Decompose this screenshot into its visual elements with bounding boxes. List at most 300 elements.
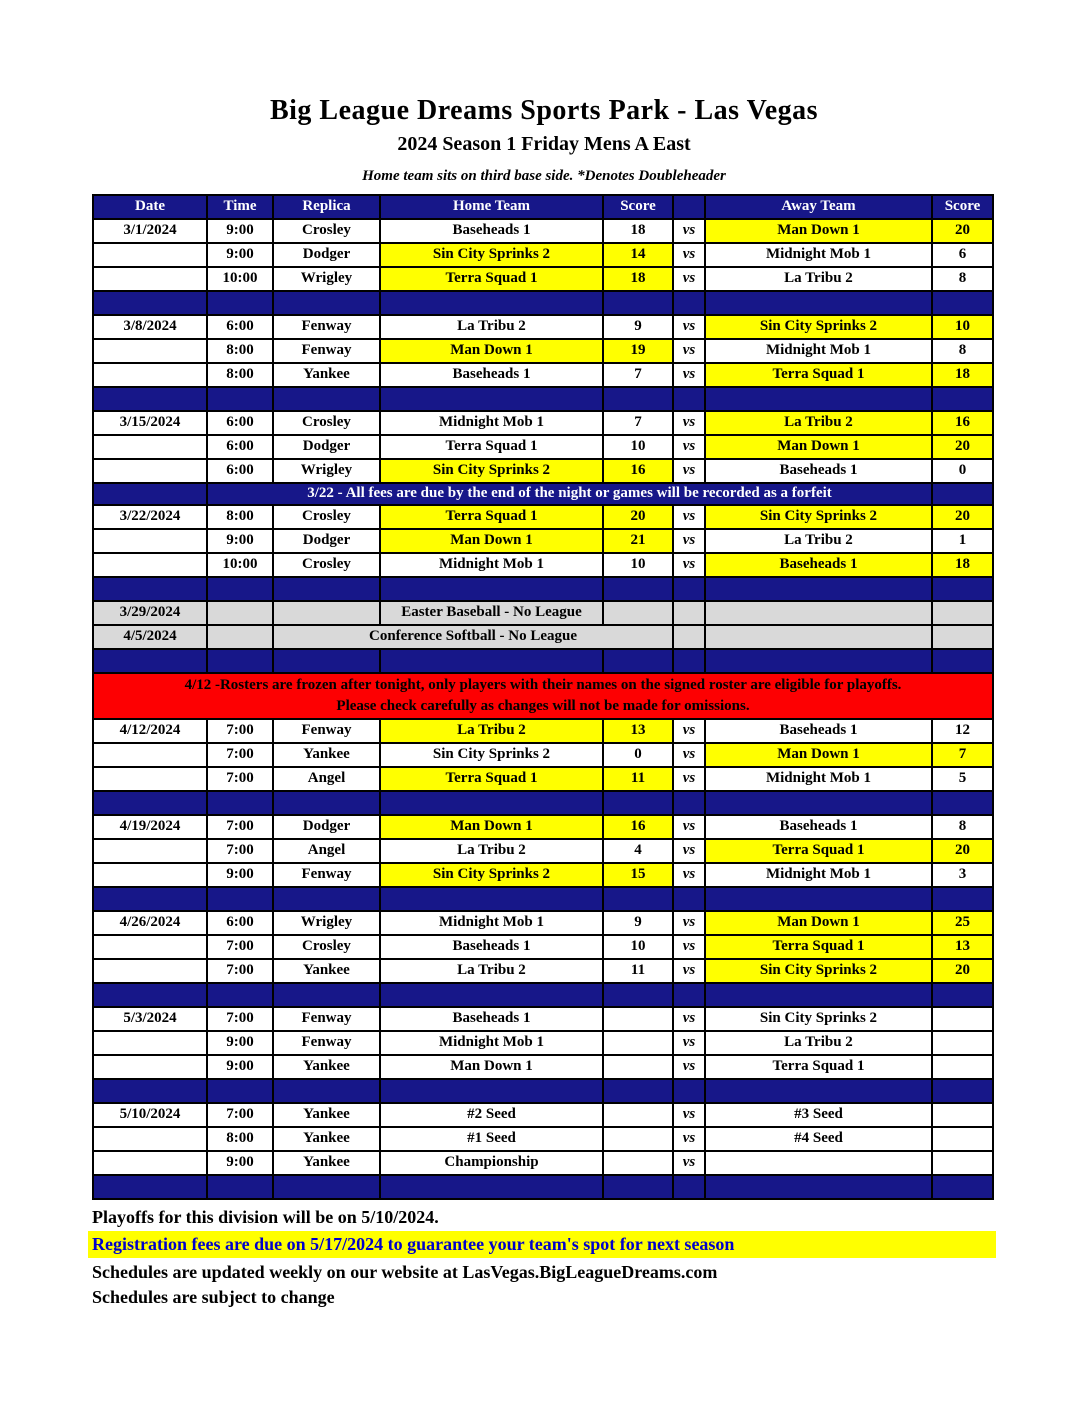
separator-cell <box>603 387 673 411</box>
replica-cell: Angel <box>273 839 380 863</box>
separator-row <box>93 649 993 673</box>
away-team-cell <box>705 1151 932 1175</box>
time-cell: 6:00 <box>207 411 273 435</box>
score-cell <box>932 483 993 505</box>
home-team-cell: Man Down 1 <box>380 529 603 553</box>
time-cell: 7:00 <box>207 839 273 863</box>
game-row <box>93 267 993 291</box>
home-score-cell: 18 <box>603 219 673 243</box>
page-footer <box>92 1205 1088 1310</box>
home-team-cell: Baseheads 1 <box>380 219 603 243</box>
separator-cell <box>705 1079 932 1103</box>
separator-cell <box>207 887 273 911</box>
separator-cell <box>673 649 705 673</box>
separator-cell <box>932 649 993 673</box>
home-score-cell: 18 <box>603 267 673 291</box>
away-team-cell: Sin City Sprinks 2 <box>705 505 932 529</box>
separator-cell <box>207 1175 273 1199</box>
home-score-cell: 4 <box>603 839 673 863</box>
score-cell <box>603 601 673 625</box>
home-score-cell: 10 <box>603 935 673 959</box>
column-header: Score <box>603 195 673 219</box>
replica-cell: Fenway <box>273 863 380 887</box>
game-row <box>93 743 993 767</box>
time-cell: 7:00 <box>207 743 273 767</box>
separator-cell <box>273 291 380 315</box>
replica-cell: Wrigley <box>273 267 380 291</box>
replica-cell: Dodger <box>273 243 380 267</box>
separator-cell <box>273 387 380 411</box>
date-cell <box>93 959 207 983</box>
separator-cell <box>932 1175 993 1199</box>
separator-cell <box>207 649 273 673</box>
separator-cell <box>380 387 603 411</box>
vs-cell: vs <box>673 959 705 983</box>
replica-cell: Fenway <box>273 315 380 339</box>
registration-note: Registration fees are due on 5/17/2024 to guarantee your team's spot for next season <box>88 1231 996 1258</box>
replica-cell: Fenway <box>273 339 380 363</box>
separator-cell <box>603 1175 673 1199</box>
home-score-cell: 16 <box>603 459 673 483</box>
vs-cell: vs <box>673 1127 705 1151</box>
replica-cell: Angel <box>273 767 380 791</box>
time-cell <box>207 625 273 649</box>
separator-row <box>93 1079 993 1103</box>
vs-cell: vs <box>673 1055 705 1079</box>
game-row <box>93 1007 993 1031</box>
separator-cell <box>932 1079 993 1103</box>
game-row <box>93 839 993 863</box>
vs-cell <box>673 601 705 625</box>
time-cell: 9:00 <box>207 1055 273 1079</box>
game-row <box>93 767 993 791</box>
separator-cell <box>673 983 705 1007</box>
vs-cell: vs <box>673 243 705 267</box>
replica-cell: Yankee <box>273 1151 380 1175</box>
date-cell <box>93 553 207 577</box>
away-score-cell <box>932 1127 993 1151</box>
time-cell: 7:00 <box>207 719 273 743</box>
replica-cell <box>273 601 380 625</box>
separator-cell <box>705 649 932 673</box>
away-team-cell: La Tribu 2 <box>705 411 932 435</box>
subject-to-change-note: Schedules are subject to change <box>92 1286 335 1307</box>
home-score-cell: 20 <box>603 505 673 529</box>
separator-cell <box>380 1175 603 1199</box>
separator-cell <box>932 291 993 315</box>
date-cell <box>93 863 207 887</box>
away-team-cell: Terra Squad 1 <box>705 1055 932 1079</box>
date-cell <box>93 935 207 959</box>
date-cell: 3/1/2024 <box>93 219 207 243</box>
separator-cell <box>380 983 603 1007</box>
game-row <box>93 719 993 743</box>
separator-cell <box>93 291 207 315</box>
replica-cell: Yankee <box>273 1055 380 1079</box>
away-team-cell: Man Down 1 <box>705 743 932 767</box>
away-team-cell: Man Down 1 <box>705 911 932 935</box>
game-row <box>93 1055 993 1079</box>
home-team-cell: Baseheads 1 <box>380 1007 603 1031</box>
away-score-cell: 1 <box>932 529 993 553</box>
score-cell <box>932 601 993 625</box>
separator-cell <box>603 887 673 911</box>
league-note-row <box>93 483 993 505</box>
vs-cell: vs <box>673 935 705 959</box>
separator-cell <box>207 983 273 1007</box>
replica-cell: Yankee <box>273 1127 380 1151</box>
column-header: Replica <box>273 195 380 219</box>
away-score-cell: 10 <box>932 315 993 339</box>
away-team-cell: La Tribu 2 <box>705 267 932 291</box>
date-cell: 4/19/2024 <box>93 815 207 839</box>
home-team-cell: Championship <box>380 1151 603 1175</box>
home-score-cell <box>603 1007 673 1031</box>
away-score-cell: 12 <box>932 719 993 743</box>
away-team-cell: La Tribu 2 <box>705 529 932 553</box>
away-team-cell: La Tribu 2 <box>705 1031 932 1055</box>
away-team-cell: Terra Squad 1 <box>705 363 932 387</box>
away-team-cell: Baseheads 1 <box>705 459 932 483</box>
away-score-cell: 5 <box>932 767 993 791</box>
game-row <box>93 815 993 839</box>
replica-cell: Fenway <box>273 1031 380 1055</box>
vs-cell: vs <box>673 411 705 435</box>
game-row <box>93 959 993 983</box>
replica-cell: Fenway <box>273 1007 380 1031</box>
away-score-cell: 8 <box>932 339 993 363</box>
away-score-cell: 18 <box>932 553 993 577</box>
vs-cell: vs <box>673 815 705 839</box>
separator-cell <box>380 649 603 673</box>
vs-cell: vs <box>673 1031 705 1055</box>
separator-cell <box>705 577 932 601</box>
date-cell: 3/22/2024 <box>93 505 207 529</box>
away-score-cell: 20 <box>932 505 993 529</box>
game-row <box>93 1127 993 1151</box>
away-score-cell: 3 <box>932 863 993 887</box>
date-cell: 4/26/2024 <box>93 911 207 935</box>
date-cell <box>93 767 207 791</box>
separator-cell <box>207 291 273 315</box>
away-score-cell: 20 <box>932 219 993 243</box>
vs-cell: vs <box>673 719 705 743</box>
date-cell <box>93 1127 207 1151</box>
separator-cell <box>603 291 673 315</box>
home-score-cell <box>603 1127 673 1151</box>
vs-cell: vs <box>673 1007 705 1031</box>
date-cell: 3/15/2024 <box>93 411 207 435</box>
date-cell <box>93 363 207 387</box>
home-team-cell: #1 Seed <box>380 1127 603 1151</box>
game-row <box>93 553 993 577</box>
replica-cell: Crosley <box>273 411 380 435</box>
time-cell: 7:00 <box>207 1007 273 1031</box>
separator-cell <box>705 887 932 911</box>
time-cell <box>207 601 273 625</box>
away-team-cell: Man Down 1 <box>705 435 932 459</box>
separator-cell <box>380 887 603 911</box>
game-row <box>93 219 993 243</box>
separator-cell <box>932 983 993 1007</box>
no-league-label-cell: Easter Baseball - No League <box>380 601 603 625</box>
away-team-cell: Baseheads 1 <box>705 815 932 839</box>
time-cell: 9:00 <box>207 863 273 887</box>
time-cell: 9:00 <box>207 529 273 553</box>
game-row <box>93 1103 993 1127</box>
alert-line: Please check carefully as changes will not be made for omissions. <box>336 697 750 714</box>
score-cell <box>932 625 993 649</box>
home-team-cell: #2 Seed <box>380 1103 603 1127</box>
separator-cell <box>380 291 603 315</box>
separator-cell <box>603 577 673 601</box>
away-score-cell <box>932 1007 993 1031</box>
replica-cell: Yankee <box>273 743 380 767</box>
column-header: Time <box>207 195 273 219</box>
home-score-cell <box>603 1151 673 1175</box>
separator-cell <box>932 577 993 601</box>
replica-cell: Crosley <box>273 219 380 243</box>
column-header: Score <box>932 195 993 219</box>
away-score-cell <box>932 1055 993 1079</box>
schedule-table <box>92 194 994 1200</box>
separator-cell <box>93 983 207 1007</box>
separator-cell <box>93 791 207 815</box>
separator-cell <box>273 1175 380 1199</box>
game-row <box>93 363 993 387</box>
game-row <box>93 505 993 529</box>
field-note: Home team sits on third base side. *Denotes Doubleheader <box>362 167 726 184</box>
separator-cell <box>705 291 932 315</box>
separator-cell <box>705 791 932 815</box>
playoffs-note: Playoffs for this division will be on 5/10/2024. <box>92 1206 439 1227</box>
replica-cell: Dodger <box>273 529 380 553</box>
game-row <box>93 529 993 553</box>
header-row <box>93 195 993 219</box>
time-cell: 6:00 <box>207 315 273 339</box>
away-team-cell: Sin City Sprinks 2 <box>705 1007 932 1031</box>
page-title: Big League Dreams Sports Park - Las Vegas <box>269 95 819 126</box>
replica-cell: Dodger <box>273 815 380 839</box>
away-score-cell: 16 <box>932 411 993 435</box>
separator-cell <box>273 887 380 911</box>
vs-cell: vs <box>673 743 705 767</box>
time-cell: 7:00 <box>207 959 273 983</box>
time-cell: 7:00 <box>207 1103 273 1127</box>
away-score-cell <box>932 1151 993 1175</box>
away-score-cell: 6 <box>932 243 993 267</box>
game-row <box>93 339 993 363</box>
website-note: Schedules are updated weekly on our website at LasVegas.BigLeagueDreams.com <box>92 1261 718 1282</box>
date-cell <box>93 459 207 483</box>
vs-cell: vs <box>673 363 705 387</box>
separator-row <box>93 291 993 315</box>
time-cell: 9:00 <box>207 1151 273 1175</box>
separator-cell <box>673 887 705 911</box>
away-score-cell: 20 <box>932 839 993 863</box>
date-cell <box>93 1151 207 1175</box>
home-score-cell: 0 <box>603 743 673 767</box>
separator-row <box>93 791 993 815</box>
away-team-cell: Midnight Mob 1 <box>705 339 932 363</box>
separator-cell <box>705 387 932 411</box>
separator-cell <box>380 791 603 815</box>
separator-cell <box>207 577 273 601</box>
away-team-cell <box>705 625 932 649</box>
home-score-cell: 16 <box>603 815 673 839</box>
home-team-cell: Sin City Sprinks 2 <box>380 863 603 887</box>
replica-cell: Yankee <box>273 363 380 387</box>
away-team-cell: Midnight Mob 1 <box>705 767 932 791</box>
column-header: Away Team <box>705 195 932 219</box>
away-team-cell: Sin City Sprinks 2 <box>705 959 932 983</box>
replica-cell: Crosley <box>273 935 380 959</box>
separator-cell <box>93 887 207 911</box>
replica-cell: Dodger <box>273 435 380 459</box>
home-score-cell: 15 <box>603 863 673 887</box>
away-team-cell: #4 Seed <box>705 1127 932 1151</box>
date-cell <box>93 267 207 291</box>
home-team-cell: Man Down 1 <box>380 1055 603 1079</box>
time-cell: 9:00 <box>207 1031 273 1055</box>
away-score-cell: 8 <box>932 267 993 291</box>
date-cell <box>93 839 207 863</box>
date-cell <box>93 529 207 553</box>
away-score-cell: 20 <box>932 435 993 459</box>
away-team-cell: Midnight Mob 1 <box>705 243 932 267</box>
home-team-cell: La Tribu 2 <box>380 839 603 863</box>
game-row <box>93 411 993 435</box>
game-row <box>93 1151 993 1175</box>
home-score-cell: 10 <box>603 435 673 459</box>
no-league-row <box>93 625 993 649</box>
home-score-cell <box>603 1055 673 1079</box>
away-team-cell: Baseheads 1 <box>705 553 932 577</box>
home-score-cell: 19 <box>603 339 673 363</box>
time-cell: 10:00 <box>207 553 273 577</box>
away-team-cell: Baseheads 1 <box>705 719 932 743</box>
vs-cell: vs <box>673 863 705 887</box>
date-cell <box>93 435 207 459</box>
date-cell: 4/5/2024 <box>93 625 207 649</box>
separator-cell <box>93 649 207 673</box>
replica-cell: Wrigley <box>273 459 380 483</box>
away-score-cell <box>932 1031 993 1055</box>
home-team-cell: Terra Squad 1 <box>380 435 603 459</box>
game-row <box>93 459 993 483</box>
game-row <box>93 1031 993 1055</box>
vs-cell: vs <box>673 1151 705 1175</box>
replica-cell: Yankee <box>273 959 380 983</box>
home-team-cell: Sin City Sprinks 2 <box>380 243 603 267</box>
time-cell: 8:00 <box>207 363 273 387</box>
vs-cell: vs <box>673 315 705 339</box>
date-cell: 4/12/2024 <box>93 719 207 743</box>
home-team-cell: Sin City Sprinks 2 <box>380 459 603 483</box>
home-score-cell <box>603 1103 673 1127</box>
time-cell: 6:00 <box>207 911 273 935</box>
date-cell <box>93 1031 207 1055</box>
separator-row <box>93 387 993 411</box>
time-cell: 6:00 <box>207 459 273 483</box>
home-team-cell: Baseheads 1 <box>380 363 603 387</box>
time-cell: 9:00 <box>207 219 273 243</box>
away-score-cell: 8 <box>932 815 993 839</box>
separator-cell <box>273 791 380 815</box>
home-score-cell: 11 <box>603 959 673 983</box>
separator-cell <box>273 577 380 601</box>
alert-cell <box>93 673 993 719</box>
separator-cell <box>603 1079 673 1103</box>
vs-cell: vs <box>673 529 705 553</box>
separator-cell <box>207 791 273 815</box>
away-team-cell: #3 Seed <box>705 1103 932 1127</box>
away-score-cell: 25 <box>932 911 993 935</box>
time-cell: 10:00 <box>207 267 273 291</box>
home-team-cell: Midnight Mob 1 <box>380 411 603 435</box>
separator-cell <box>673 577 705 601</box>
date-cell: 3/8/2024 <box>93 315 207 339</box>
away-score-cell: 0 <box>932 459 993 483</box>
home-team-cell: La Tribu 2 <box>380 959 603 983</box>
separator-row <box>93 577 993 601</box>
home-score-cell: 14 <box>603 243 673 267</box>
home-team-cell: Terra Squad 1 <box>380 767 603 791</box>
home-team-cell: Midnight Mob 1 <box>380 1031 603 1055</box>
home-team-cell: Baseheads 1 <box>380 935 603 959</box>
date-cell: 5/3/2024 <box>93 1007 207 1031</box>
replica-cell: Fenway <box>273 719 380 743</box>
home-score-cell: 21 <box>603 529 673 553</box>
separator-cell <box>273 983 380 1007</box>
away-team-cell: Terra Squad 1 <box>705 935 932 959</box>
time-cell: 7:00 <box>207 815 273 839</box>
home-team-cell: Man Down 1 <box>380 815 603 839</box>
separator-cell <box>93 1079 207 1103</box>
time-cell: 8:00 <box>207 505 273 529</box>
game-row <box>93 863 993 887</box>
home-score-cell <box>603 1031 673 1055</box>
separator-row <box>93 1175 993 1199</box>
vs-cell: vs <box>673 505 705 529</box>
away-score-cell: 13 <box>932 935 993 959</box>
column-header <box>673 195 705 219</box>
home-team-cell: Terra Squad 1 <box>380 505 603 529</box>
vs-cell: vs <box>673 459 705 483</box>
alert-line: 4/12 -Rosters are frozen after tonight, only players with their names on the signed roster are eligible for playoffs. <box>184 676 902 693</box>
no-league-row <box>93 601 993 625</box>
separator-row <box>93 983 993 1007</box>
away-team-cell: Man Down 1 <box>705 219 932 243</box>
time-cell: 7:00 <box>207 767 273 791</box>
home-score-cell: 7 <box>603 363 673 387</box>
date-cell <box>93 483 207 505</box>
separator-cell <box>603 791 673 815</box>
separator-cell <box>207 387 273 411</box>
home-score-cell: 11 <box>603 767 673 791</box>
separator-cell <box>673 387 705 411</box>
vs-cell: vs <box>673 219 705 243</box>
home-score-cell: 9 <box>603 911 673 935</box>
replica-cell: Crosley <box>273 553 380 577</box>
separator-cell <box>673 1175 705 1199</box>
game-row <box>93 315 993 339</box>
column-header: Date <box>93 195 207 219</box>
alert-row <box>93 673 993 719</box>
away-team-cell: Sin City Sprinks 2 <box>705 315 932 339</box>
separator-cell <box>380 1079 603 1103</box>
home-team-cell: Midnight Mob 1 <box>380 553 603 577</box>
